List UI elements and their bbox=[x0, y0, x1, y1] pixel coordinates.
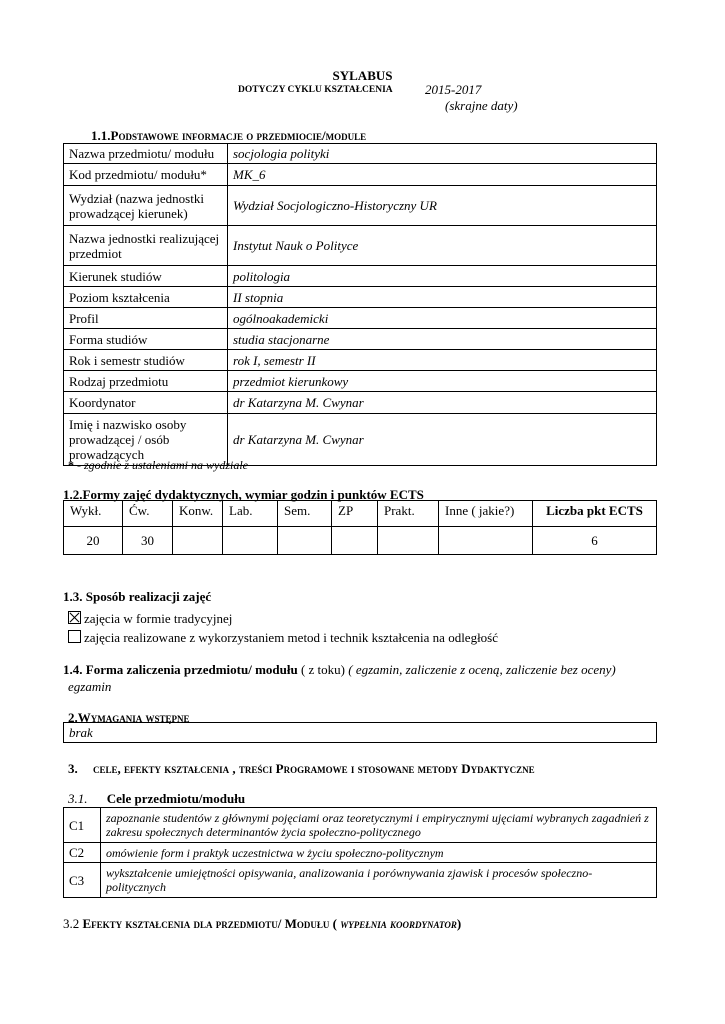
info-row bbox=[64, 186, 657, 226]
ects-value bbox=[278, 527, 332, 555]
goal-row bbox=[64, 808, 657, 843]
section-3-2-note: wypełnia koordynator bbox=[340, 916, 457, 931]
info-row bbox=[64, 350, 657, 371]
section-1-1-heading bbox=[91, 128, 366, 144]
info-label: Nazwa przedmiotu/ modułu bbox=[64, 144, 228, 164]
section-3-num: 3. bbox=[68, 761, 78, 776]
section-1-4-title: 1.4. Forma zaliczenia przedmiotu/ modułu bbox=[63, 662, 298, 677]
info-value: II stopnia bbox=[228, 287, 657, 308]
goal-text: zapoznanie studentów z głównymi pojęciami oraz teoretycznymi i empirycznymi ujęciami wybranych zagadnień z zakresu społecznych determinantów życia społeczno-politycznego bbox=[101, 808, 657, 843]
checkbox-empty-icon[interactable] bbox=[68, 630, 81, 643]
goals-table bbox=[63, 807, 657, 898]
section-3-2-paren-open: ( bbox=[332, 916, 338, 931]
ects-header: Inne ( jakie?) bbox=[439, 501, 533, 527]
cycle-years: 2015-2017 bbox=[425, 82, 482, 97]
ects-header: Wykł. bbox=[64, 501, 123, 527]
ects-header: Konw. bbox=[173, 501, 223, 527]
goal-text: omówienie form i praktyk uczestnictwa w życiu społeczno-politycznym bbox=[101, 843, 657, 863]
section-1-4-heading bbox=[63, 662, 616, 678]
info-value: Wydział Socjologiczno-Historyczny UR bbox=[228, 186, 657, 226]
option-label: zajęcia realizowane z wykorzystaniem metod i technik kształcenia na odległość bbox=[84, 630, 499, 645]
ects-header: Liczba pkt ECTS bbox=[533, 501, 657, 527]
section-3-2-heading bbox=[63, 916, 461, 932]
section-1-1-title: Podstawowe informacje o przedmiocie/module bbox=[110, 128, 367, 143]
section-3-heading bbox=[68, 761, 535, 777]
section-3-1-heading bbox=[68, 791, 245, 807]
section-1-4-options: ( egzamin, zaliczenie z oceną, zaliczenie bez oceny) bbox=[348, 662, 616, 677]
info-row bbox=[64, 164, 657, 186]
section-1-2-heading: 1.2.Formy zajęć dydaktycznych, wymiar godzin i punktów ECTS bbox=[63, 487, 424, 502]
footnote bbox=[68, 458, 248, 473]
info-value: dr Katarzyna M. Cwynar bbox=[228, 414, 657, 466]
info-label: Rok i semestr studiów bbox=[64, 350, 228, 371]
requirements-row bbox=[64, 723, 657, 743]
document-title: SYLABUS bbox=[332, 68, 393, 83]
info-value: ogólnoakademicki bbox=[228, 308, 657, 329]
cycle-label: DOTYCZY CYKLU KSZTAŁCENIA bbox=[238, 85, 393, 95]
info-row bbox=[64, 266, 657, 287]
info-value: studia stacjonarne bbox=[228, 329, 657, 350]
info-label: Profil bbox=[64, 308, 228, 329]
info-value: przedmiot kierunkowy bbox=[228, 371, 657, 392]
requirements-value: brak bbox=[64, 723, 657, 743]
info-row bbox=[64, 371, 657, 392]
info-label: Koordynator bbox=[64, 392, 228, 414]
section-3-2-num: 3.2 bbox=[63, 916, 80, 931]
option-traditional bbox=[68, 611, 232, 627]
goal-code: C1 bbox=[64, 808, 101, 843]
ects-value bbox=[223, 527, 278, 555]
checkbox-checked-icon[interactable] bbox=[68, 611, 81, 624]
info-row bbox=[64, 308, 657, 329]
section-1-4-mid: ( z toku) bbox=[300, 662, 345, 677]
ects-value bbox=[332, 527, 378, 555]
section-2-num: 2. bbox=[68, 710, 78, 725]
requirements-table bbox=[63, 722, 657, 743]
goal-text: wykształcenie umiejętności opisywania, analizowania i porównywania zjawisk i procesów społeczno-politycznych bbox=[101, 863, 657, 898]
ects-value bbox=[439, 527, 533, 555]
info-label: Imię i nazwisko osoby prowadzącej / osób prowadzących bbox=[64, 414, 228, 466]
section-3-2-title: Efekty kształcenia dla przedmiotu/ Modułu bbox=[82, 916, 330, 931]
info-value: Instytut Nauk o Polityce bbox=[228, 226, 657, 266]
info-value: socjologia polityki bbox=[228, 144, 657, 164]
goal-row bbox=[64, 863, 657, 898]
ects-value: 6 bbox=[533, 527, 657, 555]
info-row bbox=[64, 226, 657, 266]
ects-header: Sem. bbox=[278, 501, 332, 527]
ects-value: 30 bbox=[123, 527, 173, 555]
goal-row bbox=[64, 843, 657, 863]
section-3-title: cele, efekty kształcenia , treści Programowe i stosowane metody Dydaktyczne bbox=[93, 761, 535, 776]
info-value: dr Katarzyna M. Cwynar bbox=[228, 392, 657, 414]
assessment-form-value: egzamin bbox=[68, 679, 112, 694]
ects-value bbox=[378, 527, 439, 555]
info-label: Kod przedmiotu/ modułu* bbox=[64, 164, 228, 186]
ects-value-row bbox=[64, 527, 657, 555]
info-value: politologia bbox=[228, 266, 657, 287]
section-1-1-num: 1.1. bbox=[91, 128, 111, 143]
basic-info-table bbox=[63, 143, 657, 466]
info-value: rok I, semestr II bbox=[228, 350, 657, 371]
option-label: zajęcia w formie tradycyjnej bbox=[84, 611, 233, 626]
ects-header-row bbox=[64, 501, 657, 527]
ects-header: Prakt. bbox=[378, 501, 439, 527]
cycle-note: (skrajne daty) bbox=[445, 98, 518, 113]
ects-value: 20 bbox=[64, 527, 123, 555]
info-row bbox=[64, 392, 657, 414]
section-1-3-heading: 1.3. Sposób realizacji zajęć bbox=[63, 589, 212, 604]
option-remote bbox=[68, 630, 498, 646]
section-3-1-num: 3.1. bbox=[68, 791, 88, 806]
ects-header: ZP bbox=[332, 501, 378, 527]
goal-code: C3 bbox=[64, 863, 101, 898]
info-row bbox=[64, 329, 657, 350]
info-label: Kierunek studiów bbox=[64, 266, 228, 287]
goal-code: C2 bbox=[64, 843, 101, 863]
footnote-star: * - bbox=[68, 458, 81, 472]
info-row bbox=[64, 144, 657, 164]
info-label: Poziom kształcenia bbox=[64, 287, 228, 308]
section-3-1-title: Cele przedmiotu/modułu bbox=[106, 791, 246, 806]
info-value: MK_6 bbox=[228, 164, 657, 186]
info-label: Wydział (nazwa jednostki prowadzącej kierunek) bbox=[64, 186, 228, 226]
ects-table bbox=[63, 500, 657, 555]
ects-header: Ćw. bbox=[123, 501, 173, 527]
info-label: Rodzaj przedmiotu bbox=[64, 371, 228, 392]
footnote-text: zgodnie z ustaleniami na wydziale bbox=[84, 458, 248, 472]
info-label: Forma studiów bbox=[64, 329, 228, 350]
info-row bbox=[64, 287, 657, 308]
ects-header: Lab. bbox=[223, 501, 278, 527]
info-label: Nazwa jednostki realizującej przedmiot bbox=[64, 226, 228, 266]
section-3-2-paren-close: ) bbox=[456, 916, 462, 931]
ects-value bbox=[173, 527, 223, 555]
section-2-title: Wymagania wstępne bbox=[77, 710, 190, 725]
